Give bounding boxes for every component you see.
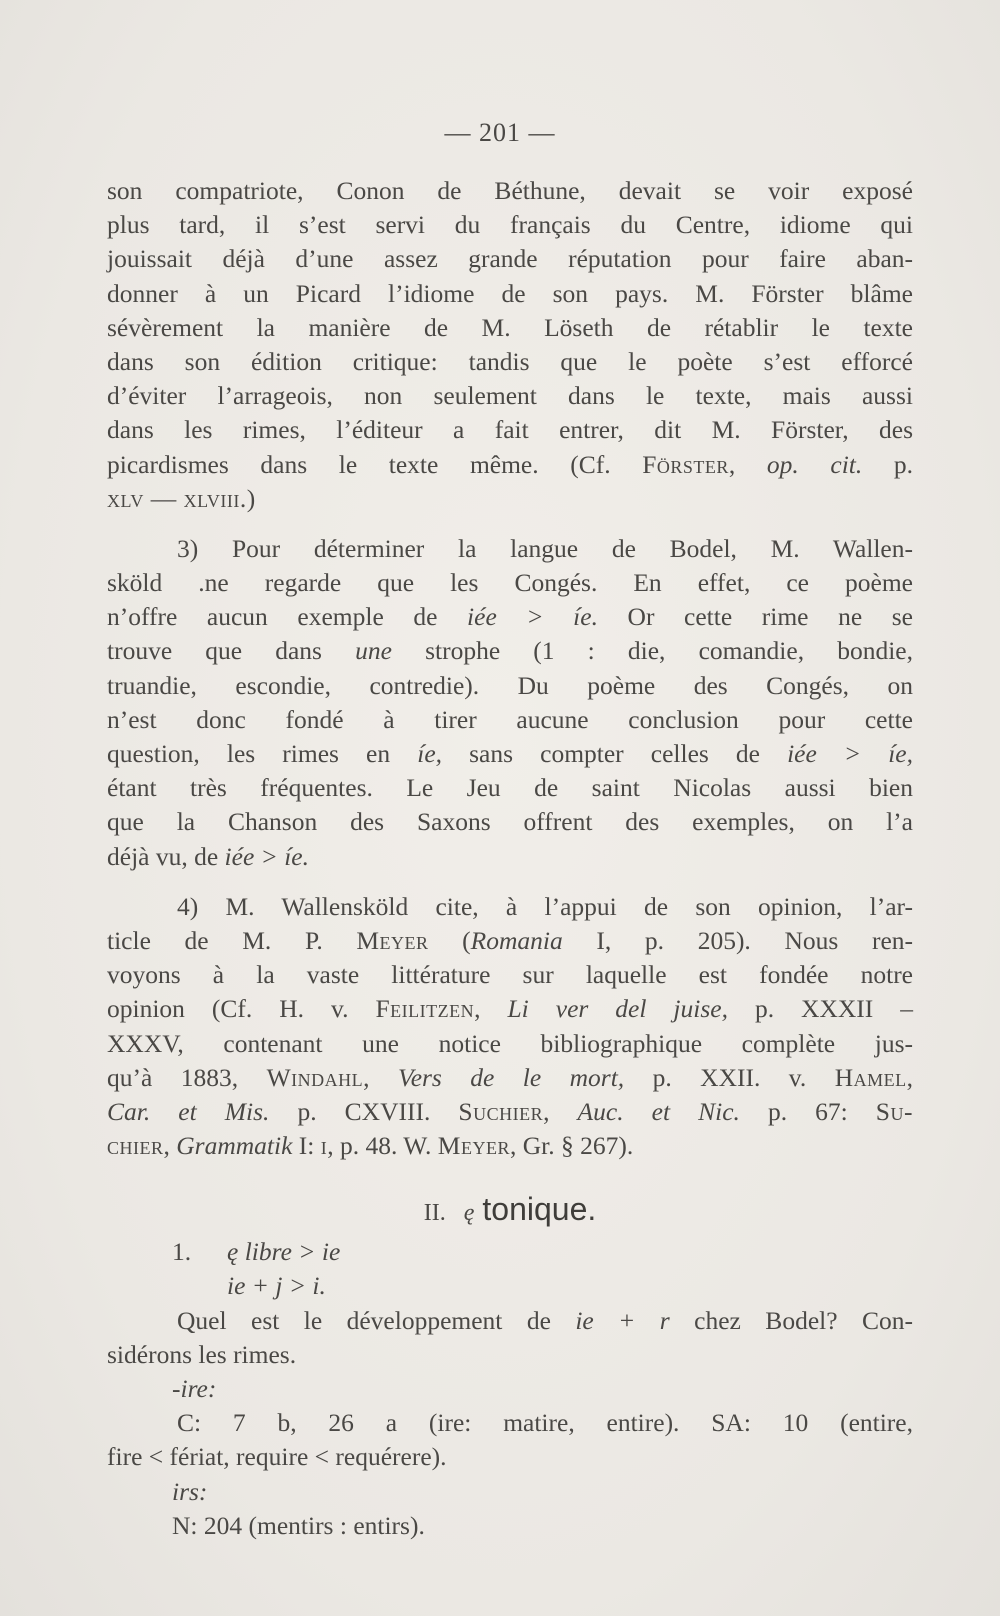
paragraph2-line-9: que la Chanson des Saxons offrent des exemples, on l’a (107, 807, 913, 837)
text-run: , (363, 1062, 398, 1092)
text-run: p. CXVIII. (269, 1096, 459, 1126)
text-run: I: (292, 1131, 321, 1161)
paragraph1-line-9 (107, 448, 913, 482)
formula-italic: ie + r (575, 1305, 670, 1335)
paragraph3-line-5: XXXV, contenant une notice bibliographique complète jus- (107, 1028, 913, 1058)
citation-italic: op. cit. (766, 449, 863, 479)
section-numeral: II. (423, 1200, 446, 1227)
paragraph3-line-4 (107, 992, 913, 1026)
paragraph1-line-2: plus tard, il s’est servi du français du Centre, idiome qui (107, 210, 913, 240)
text-run: chez Bodel? Con- (669, 1305, 913, 1335)
ire-line-2: fire < fériat, require < requérere). (107, 1442, 447, 1472)
paragraph2-line-10 (107, 840, 913, 874)
rule-line-1 (107, 1235, 913, 1269)
text-run: déjà vu, de (107, 841, 225, 871)
paragraph2-line-8: étant très fréquentes. Le Jeu de saint Nicolas aussi bien (107, 773, 913, 803)
rule-formula: ie + j > i. (227, 1271, 326, 1301)
citation-italic: Vers de le mort, (397, 1062, 625, 1092)
author-name: Suchier (458, 1096, 544, 1126)
paragraph3-line-6 (107, 1061, 913, 1095)
rule-line-2 (107, 1269, 913, 1303)
citation-italic: Auc. et Nic. (577, 1096, 740, 1126)
paragraph1-line-6: dans son édition critique: tandis que le poète s’est efforcé (107, 346, 913, 376)
paragraph2-line-3 (107, 600, 913, 634)
author-name: Förster (642, 449, 729, 479)
paragraph1-line-7: d’éviter l’arrageois, non seulement dans le texte, mais aussi (107, 381, 913, 411)
text-run: , Gr. § 267). (509, 1131, 634, 1161)
paragraph3-line-8 (107, 1129, 913, 1163)
formula-italic: iée > íe, (787, 739, 913, 768)
page-number: — 201 — (444, 118, 556, 147)
paragraph3-line-2 (107, 924, 913, 958)
text-run: question, les rimes en (107, 739, 418, 768)
paragraph2-line-6: n’est donc fondé à tirer aucune conclusion pour cette (107, 704, 913, 734)
rule-formula: ę libre > ie (227, 1237, 341, 1267)
citation-italic: Grammatik (176, 1131, 293, 1161)
section-heading (107, 1189, 913, 1229)
paragraph3-line-7 (107, 1095, 913, 1129)
author-name: Hamel (834, 1062, 907, 1092)
text-run: , (543, 1096, 578, 1126)
author-name: Meyer (356, 925, 429, 955)
ire-line-1: C: 7 b, 26 a (ire: matire, entire). SA: 10 (entire, (177, 1408, 913, 1438)
text-run: opinion (Cf. H. v. (107, 994, 376, 1024)
paragraph2-line-2: sköld .ne regarde que les Congés. En effet, ce poème (107, 568, 913, 598)
paragraph1-line-1: son compatriote, Conon de Béthune, devait se voir exposé (107, 176, 913, 205)
text-run: sans compter celles de (442, 739, 788, 768)
paragraph3-line-3: voyons à la vaste littérature sur laquelle est fondée notre (107, 960, 913, 990)
paragraph1-line-4: donner à un Picard l’idiome de son pays. M. Förster blâme (107, 278, 913, 308)
text-run: p. (862, 449, 914, 479)
text-run: p. XXXII – (727, 994, 914, 1024)
author-name: chier (107, 1131, 164, 1161)
citation-italic: Romania (470, 925, 563, 955)
paragraph1-line-5: sévèrement la manière de M. Löseth de rétablir le texte (107, 312, 913, 342)
citation-italic: Li ver del juise, (507, 994, 728, 1024)
paragraph2-line-7 (107, 737, 913, 771)
text-run: p. XXII. v. (624, 1062, 835, 1092)
roman-page-range: xlv — xlviii.) (107, 483, 256, 513)
text-run: ticle de M. P. (107, 925, 357, 955)
text-run: qu’à 1883, (107, 1062, 267, 1092)
author-name: Feilitzen (375, 994, 475, 1024)
ire-heading: -ire: (172, 1374, 217, 1403)
author-name: Meyer (437, 1131, 510, 1161)
roman-numeral-small: i (320, 1131, 328, 1161)
paragraph4-line-1 (107, 1304, 913, 1338)
irs-line-1: N: 204 (mentirs : entirs). (172, 1510, 425, 1540)
paragraph2-line-4 (107, 634, 913, 668)
text-run: n’offre aucun exemple de (107, 602, 468, 632)
formula-italic: iée > íe. (224, 841, 310, 871)
text-run: , (474, 994, 508, 1024)
emphasis-italic: une (355, 636, 392, 666)
text-run: , (728, 449, 767, 479)
text-run: Or cette rime ne se (597, 602, 913, 632)
paragraph3-line-1: 4) M. Wallensköld cite, à l’appui de son opinion, l’ar- (177, 891, 913, 921)
text-run: , p. 48. W. (327, 1131, 438, 1161)
rule-number: 1. (172, 1237, 192, 1267)
paragraph4-line-2: sidérons les rimes. (107, 1339, 297, 1369)
paragraph-gap (107, 874, 913, 890)
irs-heading: irs: (172, 1476, 208, 1506)
paragraph2-line-1: 3) Pour déterminer la langue de Bodel, M. Wallen- (177, 533, 913, 563)
paragraph1-line-8: dans les rimes, l’éditeur a fait entrer, dit M. Förster, des (107, 415, 913, 445)
paragraph2-line-5: truandie, escondie, contredie). Du poème des Congés, on (107, 670, 913, 700)
text-run: picardismes dans le texte même. (Cf. (107, 449, 643, 479)
text-run: Quel est le développement de (177, 1305, 576, 1335)
paragraph1-line-3: jouissait déjà d’une assez grande réputation pour faire aban- (107, 244, 913, 274)
body-text (107, 174, 913, 1543)
text-run: I, p. 205). Nous ren- (562, 925, 913, 955)
formula-italic: iée > íe. (467, 602, 598, 632)
text-run: ( (428, 925, 471, 955)
section-glyph: ę (463, 1200, 475, 1227)
text-run: , (163, 1131, 177, 1161)
author-name: Windahl (266, 1062, 364, 1092)
section-gap (107, 1163, 913, 1179)
formula-italic: íe, (417, 739, 443, 768)
text-run: , (906, 1062, 914, 1092)
author-name: Su- (875, 1096, 913, 1126)
citation-italic: Car. et Mis. (107, 1096, 270, 1126)
text-run: strophe (1 : die, comandie, bondie, (391, 636, 913, 666)
text-run: trouve que dans (107, 636, 356, 666)
paragraph1-line-10 (107, 482, 913, 516)
section-title-text: tonique. (482, 1191, 597, 1228)
text-run: p. 67: (739, 1096, 876, 1126)
paragraph-gap (107, 516, 913, 532)
